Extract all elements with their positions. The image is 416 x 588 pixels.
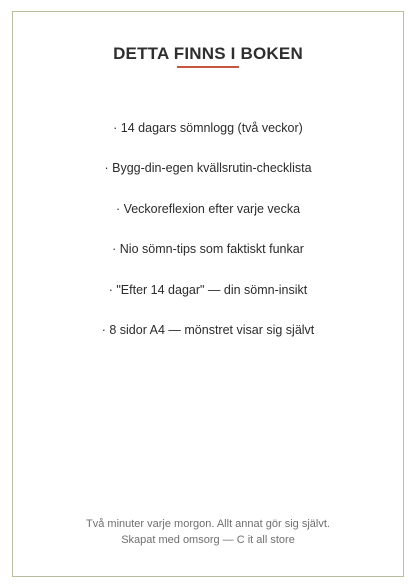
footer xyxy=(0,516,416,548)
list-item: · 8 sidor A4 — mönstret visar sig självt xyxy=(101,322,315,337)
list-item: · Nio sömn-tips som faktiskt funkar xyxy=(112,242,304,257)
list-item: · 14 dagars sömnlogg (två veckor) xyxy=(113,121,303,135)
page-title: DETTA FINNS I BOKEN xyxy=(113,44,303,63)
list-item: · "Efter 14 dagar" — din sömn-insikt xyxy=(108,282,308,297)
contents-list xyxy=(0,121,416,363)
footer-tagline: Två minuter varje morgon. Allt annat gör sig självt. xyxy=(86,518,330,530)
list-item: · Bygg-din-egen kvällsrutin-checklista xyxy=(104,161,312,176)
list-item: · Veckoreflexion efter varje vecka xyxy=(115,201,301,216)
footer-credit: Skapat med omsorg — C it all store xyxy=(121,534,295,546)
title-underline xyxy=(177,66,239,68)
